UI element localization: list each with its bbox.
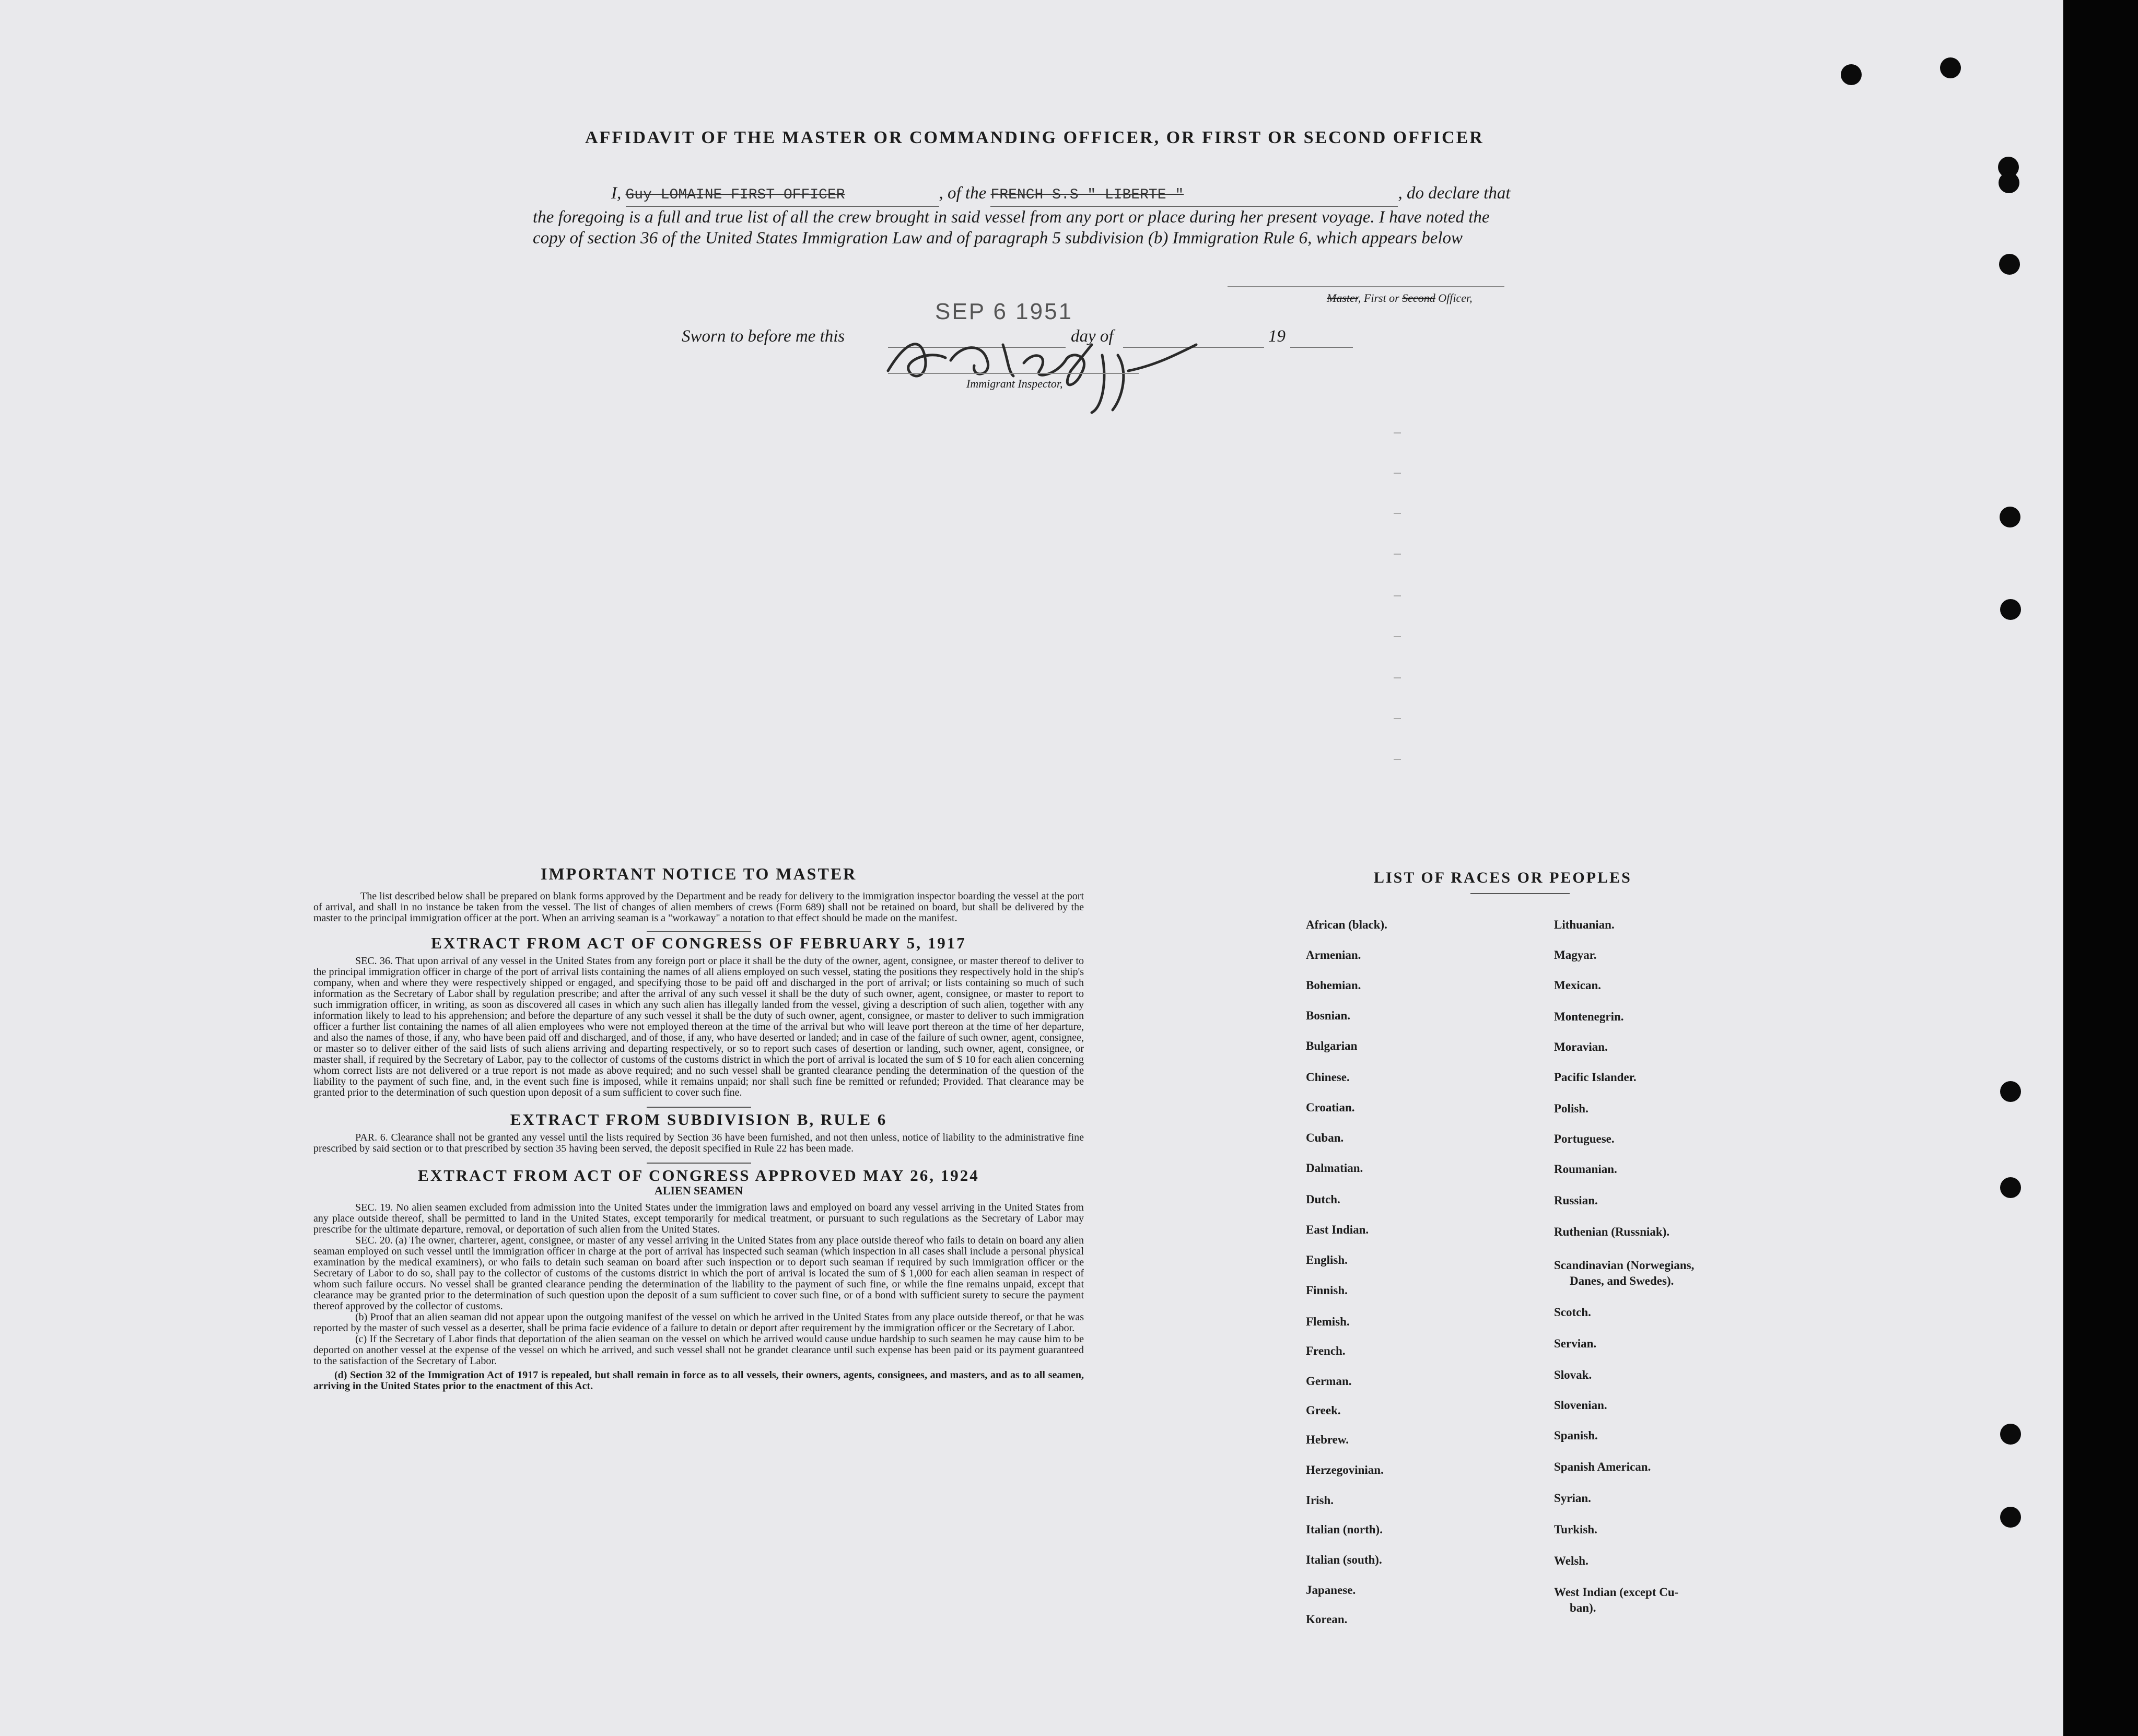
race-item: ban). <box>1570 1601 1596 1614</box>
race-item: Slovak. <box>1554 1368 1592 1381</box>
race-item: Dutch. <box>1306 1193 1340 1206</box>
race-item: Spanish. <box>1554 1429 1598 1442</box>
races-title: LIST OF RACES OR PEOPLES <box>1374 869 1632 886</box>
race-item: Montenegrin. <box>1554 1010 1624 1023</box>
affidavit-i: I, <box>611 184 622 203</box>
race-item: Polish. <box>1554 1102 1588 1115</box>
race-item: Bohemian. <box>1306 979 1361 992</box>
race-item: Slovenian. <box>1554 1399 1607 1412</box>
race-item: Roumanian. <box>1554 1163 1617 1176</box>
race-item: East Indian. <box>1306 1223 1369 1236</box>
race-item: Portuguese. <box>1554 1132 1615 1145</box>
affidavit-paragraph <box>533 183 1515 249</box>
race-item: Welsh. <box>1554 1554 1588 1567</box>
officer-signature-line <box>1228 286 1504 287</box>
race-item: African (black). <box>1306 918 1387 931</box>
race-item: Japanese. <box>1306 1583 1356 1597</box>
extract3-sec20c: (c) If the Secretary of Labor finds that deportation of the alien seaman on the vessel on which he arrived would cause undue hardship to such seamen he may cause him to be deported on another vessel at the expense of the vessel on which he arrived, and such vessel shall not be grandet clearance until such expense has been paid or its payment guaranteed to the satisfaction of the Secretary of Labor. <box>313 1333 1084 1367</box>
notice-body: The list described below shall be prepared on blank forms approved by the Department and be ready for delivery to the immigration inspector boarding the vessel at the port of arrival, and shall in no instance be taken from the vessel. The list of changes of alien members of crews (Form 689) shall not be retained on board, but shall be delivered by the master to the principal immigration officer at the port. When an arriving seaman is a "workaway" a notation to that effect should be made on the manifest. <box>313 890 1084 924</box>
officer-label: Master, First or Second Officer, <box>1327 291 1473 304</box>
punch-hole <box>1841 64 1862 85</box>
inspector-signature <box>883 313 1301 418</box>
punch-hole <box>2000 1424 2021 1445</box>
race-item: Mexican. <box>1554 979 1602 992</box>
extract2-body: PAR. 6. Clearance shall not be granted any vessel until the lists required by Section 36 have been furnished, and not then unless, notice of liability to the administrative fine prescribed by said section or to that prescribed by section 35 having been served, the deposit specified in Rule 22 has been made. <box>313 1132 1084 1154</box>
race-item: Bulgarian <box>1306 1039 1358 1052</box>
race-item: Bosnian. <box>1306 1009 1351 1022</box>
vessel-name-struck: FRENCH S.S " LIBERTE " <box>990 187 1184 203</box>
race-item: Flemish. <box>1306 1315 1350 1328</box>
date-stamp: SEP 6 1951 <box>935 299 1073 324</box>
inspector-signature-line <box>888 373 1139 374</box>
race-item: French. <box>1306 1344 1346 1357</box>
race-item: Cuban. <box>1306 1131 1344 1144</box>
extract3-sec20b: (b) Proof that an alien seaman did not appear upon the outgoing manifest of the vessel on which he arrived in the United States from any place outside thereof, or that he was reported by the master of such vessel as a deserter, shall be prima facie evidence of a failure to detain or deport after requirement by the immigration officer or the Secretary of Labor. <box>313 1311 1084 1334</box>
punch-hole <box>1999 254 2020 275</box>
notice-section <box>313 891 1084 1392</box>
race-item: Herzegovinian. <box>1306 1463 1384 1476</box>
extract3-sec19: SEC. 19. No alien seamen excluded from admission into the United States under the immigration laws and employed on board any vessel arriving in the United States from any place outside thereof, shall be permitted to land in the United States, except temporarily for medical treatment, or pursuant to such regulations as the Secretary of Labor may prescribe for the ultimate departure, removal, or deportation of such alien from the United States. <box>313 1202 1084 1235</box>
race-item: Ruthenian (Russniak). <box>1554 1225 1670 1238</box>
race-item: Irish. <box>1306 1494 1334 1507</box>
race-item: Magyar. <box>1554 948 1597 961</box>
extract3-sec20d: (d) Section 32 of the Immigration Act of 1917 is repealed, but shall remain in force as to all vessels, their owners, agents, consignees, and masters, and as to all seamen, arriving in the United States prior to the enactment of this Act. <box>313 1369 1084 1392</box>
race-item: Russian. <box>1554 1194 1598 1207</box>
race-item: Moravian. <box>1554 1040 1608 1053</box>
race-item: Scandinavian (Norwegians, <box>1554 1259 1695 1272</box>
race-item: Syrian. <box>1554 1492 1591 1505</box>
race-item: Servian. <box>1554 1337 1597 1350</box>
race-item: Dalmatian. <box>1306 1162 1363 1175</box>
punch-hole <box>2000 1177 2021 1198</box>
punch-hole <box>2000 1081 2021 1102</box>
punch-hole <box>1940 57 1961 78</box>
race-item: Spanish American. <box>1554 1460 1651 1473</box>
race-item: Greek. <box>1306 1404 1341 1417</box>
inspector-label: Immigrant Inspector, <box>966 377 1063 390</box>
race-item: West Indian (except Cu- <box>1554 1586 1679 1599</box>
extract1-body: SEC. 36. That upon arrival of any vessel in the United States from any foreign port or place it shall be the duty of the owner, agent, consignee, or master thereof to deliver to the principal immigration officer in charge of the port of arrival lists containing the names of all aliens employed on such vessel, stating the positions they respectively hold in the ship's company, when and where they were respectively shipped or engaged, and specifying those to be paid off and discharged in the port of arrival; or lists containing so much of such information as the Secretary of Labor shall by regulation prescribe; and after the arrival of any such vessel it shall be the duty of such owner, agent, consignee, or master to report to such immigration officer, in writing, as soon as discovered all cases in which any such alien has illegally landed from the vessel, giving a description of such alien, together with any information likely to lead to his apprehension; and before the departure of any such vessel it shall be the duty of such owner, agent, consignee, or master to deliver to such immigration officer a further list containing the names of all alien employees who were not employed thereon at the time of the arrival but who will leave port thereon at the time of her departure, and also the names of those, if any, who have been paid off and discharged, and of those, if any, who have deserted or landed; and in case of the failure of such owner, agent, consignee, or master so to deliver either of the said lists of such aliens arriving and departing respectively, or so to report such cases of desertion or landing, such owner, agent, consignee, or master shall, if required by the Secretary of Labor, pay to the collector of customs of the customs district in which the port of arrival is located the sum of $ 10 for each alien concerning whom correct lists are not delivered or a true report is not made as above required; and no such vessel shall be granted clearance pending the determination of the question of the liability to the payment of such fine, and, in the event such fine is imposed, while it remains unpaid; nor shall such fine be remitted or refunded; Provided. That clearance may be granted prior to the determination of such question upon deposit of a sum sufficient to cover such fine. <box>313 955 1084 1098</box>
race-item: Pacific Islander. <box>1554 1071 1637 1084</box>
race-item: Finnish. <box>1306 1284 1348 1297</box>
race-item: Korean. <box>1306 1613 1348 1626</box>
extract2-title: EXTRACT FROM SUBDIVISION B, RULE 6 <box>510 1110 887 1129</box>
sworn-text: Sworn to before me this <box>682 327 845 346</box>
race-item: English. <box>1306 1253 1348 1266</box>
race-item: Armenian. <box>1306 948 1361 961</box>
race-item: Scotch. <box>1554 1306 1591 1319</box>
punch-hole <box>2000 507 2020 527</box>
extract3-subtitle: ALIEN SEAMEN <box>654 1184 743 1197</box>
extract3-sec20a: SEC. 20. (a) The owner, charterer, agent, consignee, or master of any vessel arriving in the United States from any place outside thereof who fails to detain on board any alien seaman employed on such vessel until the immigration officer in charge at the port of arrival has inspected such seaman (which inspection in all cases shall include a personal physical examination by the medical examiners), or who fails to detain such seaman on board after such inspection or to deport such seaman if required by such immigration officer or the Secretary of Labor to do so, shall pay to the collector of customs of the customs district in which the port of arrival is located the sum of $ 1,000 for each alien seaman in respect of whom such failure occurs. No vessel shall be granted clearance pending the determination of the liability to the payment of such fine, or while the fine remains unpaid, except that clearance may be granted prior to the determination of such question upon the deposit of a sum sufficient to cover such fine, or of a bond with sufficient surety to secure the payment thereof approved by the collector of customs. <box>313 1235 1084 1312</box>
affidavit-of-the: , of the <box>939 184 987 203</box>
race-item: Hebrew. <box>1306 1433 1349 1446</box>
punch-hole <box>2000 599 2021 620</box>
year-prefix: 19 <box>1268 327 1286 346</box>
scan-edge <box>2063 0 2138 1736</box>
race-item: Italian (south). <box>1306 1553 1382 1566</box>
affidavit-title: AFFIDAVIT OF THE MASTER OR COMMANDING OFFICER, OR FIRST OR SECOND OFFICER <box>585 128 1484 147</box>
punch-hole <box>2000 1507 2021 1528</box>
extract1-title: EXTRACT FROM ACT OF CONGRESS OF FEBRUARY 5, 1917 <box>431 934 966 952</box>
race-item: Italian (north). <box>1306 1523 1383 1536</box>
day-of-text: day of <box>1071 327 1114 346</box>
race-item: Chinese. <box>1306 1071 1350 1084</box>
punch-hole <box>1999 172 2019 193</box>
officer-name-struck: Guy LOMAINE FIRST OFFICER <box>625 187 845 203</box>
race-item: Danes, and Swedes). <box>1570 1274 1674 1287</box>
notice-title: IMPORTANT NOTICE TO MASTER <box>541 864 857 883</box>
race-item: Croatian. <box>1306 1101 1355 1114</box>
extract3-title: EXTRACT FROM ACT OF CONGRESS APPROVED MAY 26, 1924 <box>418 1166 979 1184</box>
race-item: Turkish. <box>1554 1523 1597 1536</box>
affidavit-do-declare: , do declare <box>1398 184 1479 203</box>
race-item: Lithuanian. <box>1554 918 1615 931</box>
affidavit-text: that the foregoing is a full and true list of all the crew brought in said vessel from any port or place during her present voyage. I have noted the copy of section 36 of the United States Immigration Law and of paragraph 5 subdivision (b) Immigration Rule 6, which appears below <box>533 184 1511 248</box>
race-item: German. <box>1306 1375 1352 1388</box>
